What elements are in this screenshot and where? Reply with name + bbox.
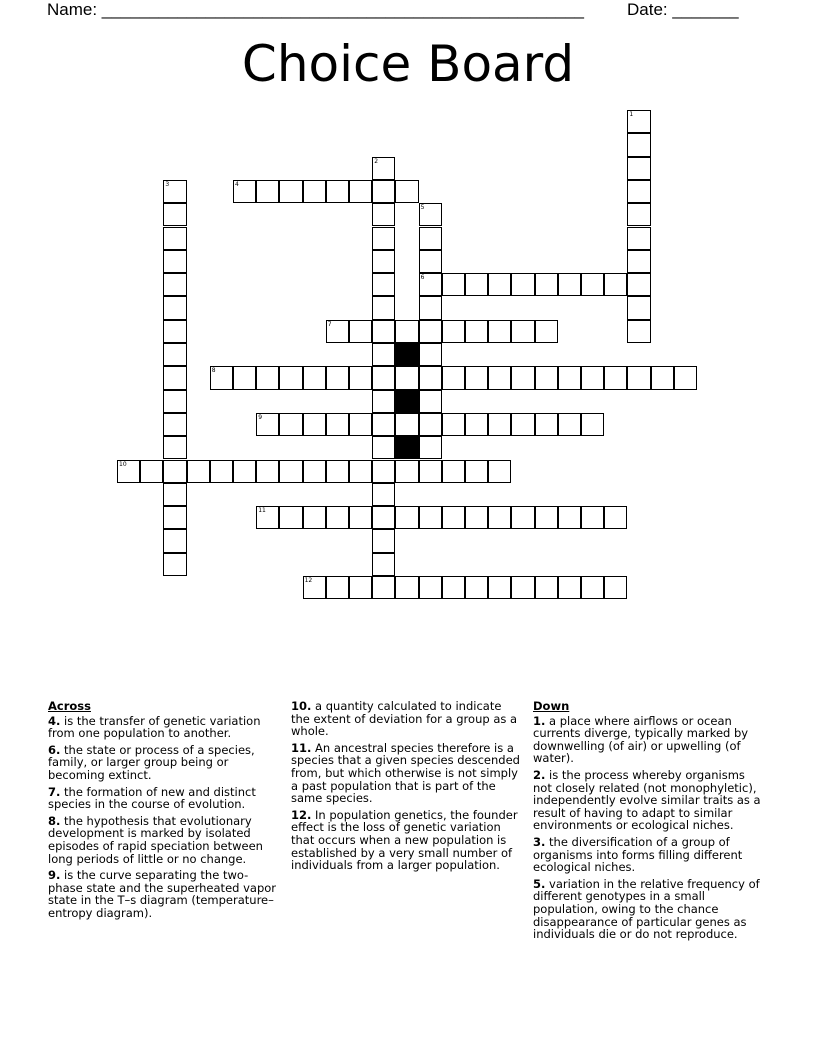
- grid-cell[interactable]: [604, 576, 627, 599]
- grid-cell[interactable]: [419, 576, 442, 599]
- clue-across-10: 10. a quantity calculated to indicate the extent of deviation for a group as a whole.: [291, 699, 518, 739]
- grid-cell[interactable]: [349, 460, 372, 483]
- clue-down-1: 1. a place where airflows or ocean currents diverge, typically marked by downwelling (of air) or upwelling (of water).: [533, 713, 749, 766]
- grid-cell[interactable]: [511, 413, 534, 436]
- grid-cell[interactable]: [442, 460, 465, 483]
- grid-cell[interactable]: [488, 273, 511, 296]
- clue-across-9: 9. is the curve separating the two-phase state and the superheated vapor state in the T–s diagram (temperature–entropy diagram).: [48, 868, 277, 920]
- grid-cell[interactable]: [511, 366, 534, 389]
- grid-cell[interactable]: [372, 483, 395, 506]
- grid-cell[interactable]: [558, 273, 581, 296]
- grid-cell[interactable]: [372, 227, 395, 250]
- grid-cell[interactable]: [419, 460, 442, 483]
- grid-cell[interactable]: [627, 250, 650, 273]
- grid-cell[interactable]: [372, 203, 395, 226]
- grid-cell[interactable]: [465, 460, 488, 483]
- grid-cell[interactable]: [326, 576, 349, 599]
- grid-cell[interactable]: [395, 413, 418, 436]
- grid-cell[interactable]: [279, 180, 302, 203]
- grid-cell[interactable]: [163, 436, 186, 459]
- grid-cell[interactable]: [349, 506, 372, 529]
- grid-cell[interactable]: [419, 343, 442, 366]
- grid-cell[interactable]: [187, 460, 210, 483]
- grid-cell[interactable]: [372, 436, 395, 459]
- grid-cell[interactable]: [442, 366, 465, 389]
- grid-number-4: 4: [235, 180, 239, 188]
- grid-cell[interactable]: [372, 296, 395, 319]
- grid-cell[interactable]: [627, 273, 650, 296]
- grid-cell[interactable]: [163, 506, 186, 529]
- clue-across-8: 8. the hypothesis that evolutionary development is marked by isolated episodes of rapid speciation between long periods of little or no change.: [48, 813, 263, 866]
- grid-cell[interactable]: [163, 366, 186, 389]
- grid-cell[interactable]: [627, 203, 650, 226]
- grid-cell[interactable]: [604, 366, 627, 389]
- clue-down-3: 3. the diversification of a group of organisms into forms filling different ecological niches.: [533, 834, 743, 875]
- grid-cell[interactable]: [279, 413, 302, 436]
- clue-across-7: 7. the formation of new and distinct species in the course of evolution.: [48, 784, 256, 812]
- grid-cell[interactable]: [488, 576, 511, 599]
- grid-number-5: 5: [420, 204, 425, 212]
- grid-cell[interactable]: [279, 506, 302, 529]
- grid-cell[interactable]: [256, 180, 279, 203]
- grid-cell[interactable]: [372, 343, 395, 366]
- down-clues-column: [533, 700, 765, 945]
- grid-cell[interactable]: [326, 413, 349, 436]
- grid-cell[interactable]: [372, 273, 395, 296]
- grid-cell[interactable]: [279, 460, 302, 483]
- grid-cell[interactable]: [419, 390, 442, 413]
- grid-cell[interactable]: [558, 576, 581, 599]
- grid-cell[interactable]: [535, 576, 558, 599]
- grid-cell[interactable]: [465, 506, 488, 529]
- clue-across-11: 11. An ancestral species therefore is a species that a given species descended from, but which otherwise is not simply a past population that is part of the same species.: [291, 740, 520, 806]
- name-field-label: Name: ___________________________________________________: [47, 0, 584, 19]
- grid-cell[interactable]: [349, 320, 372, 343]
- grid-cell[interactable]: [372, 529, 395, 552]
- grid-cell[interactable]: [627, 227, 650, 250]
- grid-cell[interactable]: [627, 157, 650, 180]
- grid-cell[interactable]: [256, 366, 279, 389]
- grid-cell[interactable]: [372, 320, 395, 343]
- grid-cell[interactable]: [395, 506, 418, 529]
- grid-cell[interactable]: [326, 506, 349, 529]
- grid-cell[interactable]: [581, 506, 604, 529]
- grid-cell[interactable]: [372, 553, 395, 576]
- grid-cell[interactable]: [163, 320, 186, 343]
- grid-cell[interactable]: [163, 296, 186, 319]
- grid-cell[interactable]: [279, 366, 302, 389]
- grid-cell[interactable]: [163, 390, 186, 413]
- date-field-label: Date: _______: [627, 0, 739, 19]
- grid-cell[interactable]: [511, 320, 534, 343]
- grid-number-8: 8: [211, 367, 216, 375]
- grid-cell[interactable]: [442, 576, 465, 599]
- grid-cell[interactable]: [372, 413, 395, 436]
- grid-cell[interactable]: [535, 366, 558, 389]
- clue-down-5: 5. variation in the relative frequency of different genotypes in a small population, owing to the chance disappearance of particular genes as individuals die or do not reproduce.: [533, 876, 760, 942]
- grid-cell[interactable]: [442, 506, 465, 529]
- grid-cell[interactable]: [163, 483, 186, 506]
- grid-cell[interactable]: [535, 273, 558, 296]
- grid-cell[interactable]: [488, 320, 511, 343]
- grid-cell[interactable]: [465, 413, 488, 436]
- grid-cell[interactable]: [419, 436, 442, 459]
- down-heading: Down: [533, 699, 570, 713]
- grid-cell[interactable]: [419, 413, 442, 436]
- grid-cell[interactable]: [372, 576, 395, 599]
- grid-cell[interactable]: [163, 460, 186, 483]
- grid-cell[interactable]: [163, 227, 186, 250]
- grid-cell[interactable]: [511, 576, 534, 599]
- grid-black-cell: [395, 436, 418, 459]
- grid-cell[interactable]: [326, 366, 349, 389]
- grid-cell[interactable]: [372, 506, 395, 529]
- grid-cell[interactable]: [372, 250, 395, 273]
- grid-cell[interactable]: [395, 180, 418, 203]
- clue-across-4: 4. is the transfer of genetic variation from one population to another.: [48, 713, 261, 741]
- grid-cell[interactable]: [419, 506, 442, 529]
- grid-cell[interactable]: [535, 506, 558, 529]
- grid-cell[interactable]: [372, 390, 395, 413]
- page-title: Choice Board: [241, 35, 575, 93]
- grid-black-cell: [395, 343, 418, 366]
- grid-cell[interactable]: [465, 576, 488, 599]
- grid-cell[interactable]: [535, 320, 558, 343]
- grid-number-2: 2: [374, 157, 379, 165]
- grid-cell[interactable]: [163, 250, 186, 273]
- grid-cell[interactable]: [303, 180, 326, 203]
- grid-cell[interactable]: [256, 460, 279, 483]
- grid-cell[interactable]: [627, 180, 650, 203]
- grid-cell[interactable]: [465, 320, 488, 343]
- grid-number-9: 9: [258, 413, 263, 421]
- clue-across-6: 6. the state or process of a species, family, or larger group being or becoming extinct.: [48, 742, 255, 782]
- grid-cell[interactable]: [419, 227, 442, 250]
- grid-cell[interactable]: [581, 576, 604, 599]
- grid-cell[interactable]: [627, 296, 650, 319]
- grid-cell[interactable]: [419, 296, 442, 319]
- grid-number-6: 6: [420, 274, 425, 282]
- grid-cell[interactable]: [627, 320, 650, 343]
- clue-down-2: 2. is the process whereby organisms not closely related (not monophyletic), independently evolve similar traits as a result of having to adapt to similar environments or ecological niches.: [533, 767, 761, 833]
- grid-cell[interactable]: [651, 366, 674, 389]
- grid-cell[interactable]: [372, 460, 395, 483]
- grid-black-cell: [395, 390, 418, 413]
- grid-number-11: 11: [258, 507, 266, 515]
- grid-cell[interactable]: [488, 413, 511, 436]
- grid-cell[interactable]: [488, 366, 511, 389]
- grid-cell[interactable]: [627, 133, 650, 156]
- grid-cell[interactable]: [349, 413, 372, 436]
- grid-cell[interactable]: [419, 250, 442, 273]
- grid-number-1: 1: [629, 111, 634, 118]
- grid-cell[interactable]: [210, 460, 233, 483]
- grid-cell[interactable]: [349, 366, 372, 389]
- grid-cell[interactable]: [349, 180, 372, 203]
- grid-cell[interactable]: [395, 366, 418, 389]
- grid-cell[interactable]: [558, 506, 581, 529]
- grid-cell[interactable]: [581, 366, 604, 389]
- grid-cell[interactable]: [488, 460, 511, 483]
- grid-cell[interactable]: [535, 413, 558, 436]
- grid-cell[interactable]: [488, 506, 511, 529]
- grid-cell[interactable]: [627, 366, 650, 389]
- grid-number-7: 7: [327, 320, 332, 328]
- grid-cell[interactable]: [303, 413, 326, 436]
- grid-number-12: 12: [304, 577, 313, 584]
- grid-cell[interactable]: [326, 180, 349, 203]
- grid-number-3: 3: [165, 180, 170, 188]
- grid-cell[interactable]: [511, 273, 534, 296]
- grid-cell[interactable]: [558, 413, 581, 436]
- grid-cell[interactable]: [372, 366, 395, 389]
- clue-across-12: 12. In population genetics, the founder effect is the loss of genetic variation that occurs when a new population is established by a very small number of individuals from a larger population.: [291, 807, 518, 873]
- grid-cell[interactable]: [163, 529, 186, 552]
- grid-cell[interactable]: [604, 506, 627, 529]
- grid-cell[interactable]: [163, 203, 186, 226]
- grid-number-10: 10: [119, 460, 127, 468]
- grid-cell[interactable]: [163, 553, 186, 576]
- grid-cell[interactable]: [395, 460, 418, 483]
- grid-cell[interactable]: [581, 273, 604, 296]
- grid-cell[interactable]: [674, 366, 697, 389]
- grid-cell[interactable]: [303, 460, 326, 483]
- grid-cell[interactable]: [326, 460, 349, 483]
- grid-cell[interactable]: [163, 343, 186, 366]
- grid-cell[interactable]: [558, 366, 581, 389]
- grid-cell[interactable]: [442, 320, 465, 343]
- grid-cell[interactable]: [465, 366, 488, 389]
- grid-cell[interactable]: [233, 460, 256, 483]
- grid-cell[interactable]: [395, 576, 418, 599]
- grid-cell[interactable]: [442, 413, 465, 436]
- grid-cell[interactable]: [233, 366, 256, 389]
- grid-cell[interactable]: [511, 506, 534, 529]
- grid-cell[interactable]: [303, 366, 326, 389]
- grid-cell[interactable]: [419, 366, 442, 389]
- grid-cell[interactable]: [395, 320, 418, 343]
- grid-cell[interactable]: [604, 273, 627, 296]
- across-heading: Across: [48, 699, 91, 713]
- grid-cell[interactable]: [349, 576, 372, 599]
- grid-cell[interactable]: [465, 273, 488, 296]
- grid-cell[interactable]: [419, 320, 442, 343]
- grid-cell[interactable]: [140, 460, 163, 483]
- grid-cell[interactable]: [163, 413, 186, 436]
- grid-cell[interactable]: [581, 413, 604, 436]
- grid-cell[interactable]: [303, 506, 326, 529]
- across-clues-column-1: [48, 700, 276, 924]
- across-clues-column-2: [291, 700, 523, 876]
- grid-cell[interactable]: [163, 273, 186, 296]
- grid-cell[interactable]: [442, 273, 465, 296]
- grid-cell[interactable]: [372, 180, 395, 203]
